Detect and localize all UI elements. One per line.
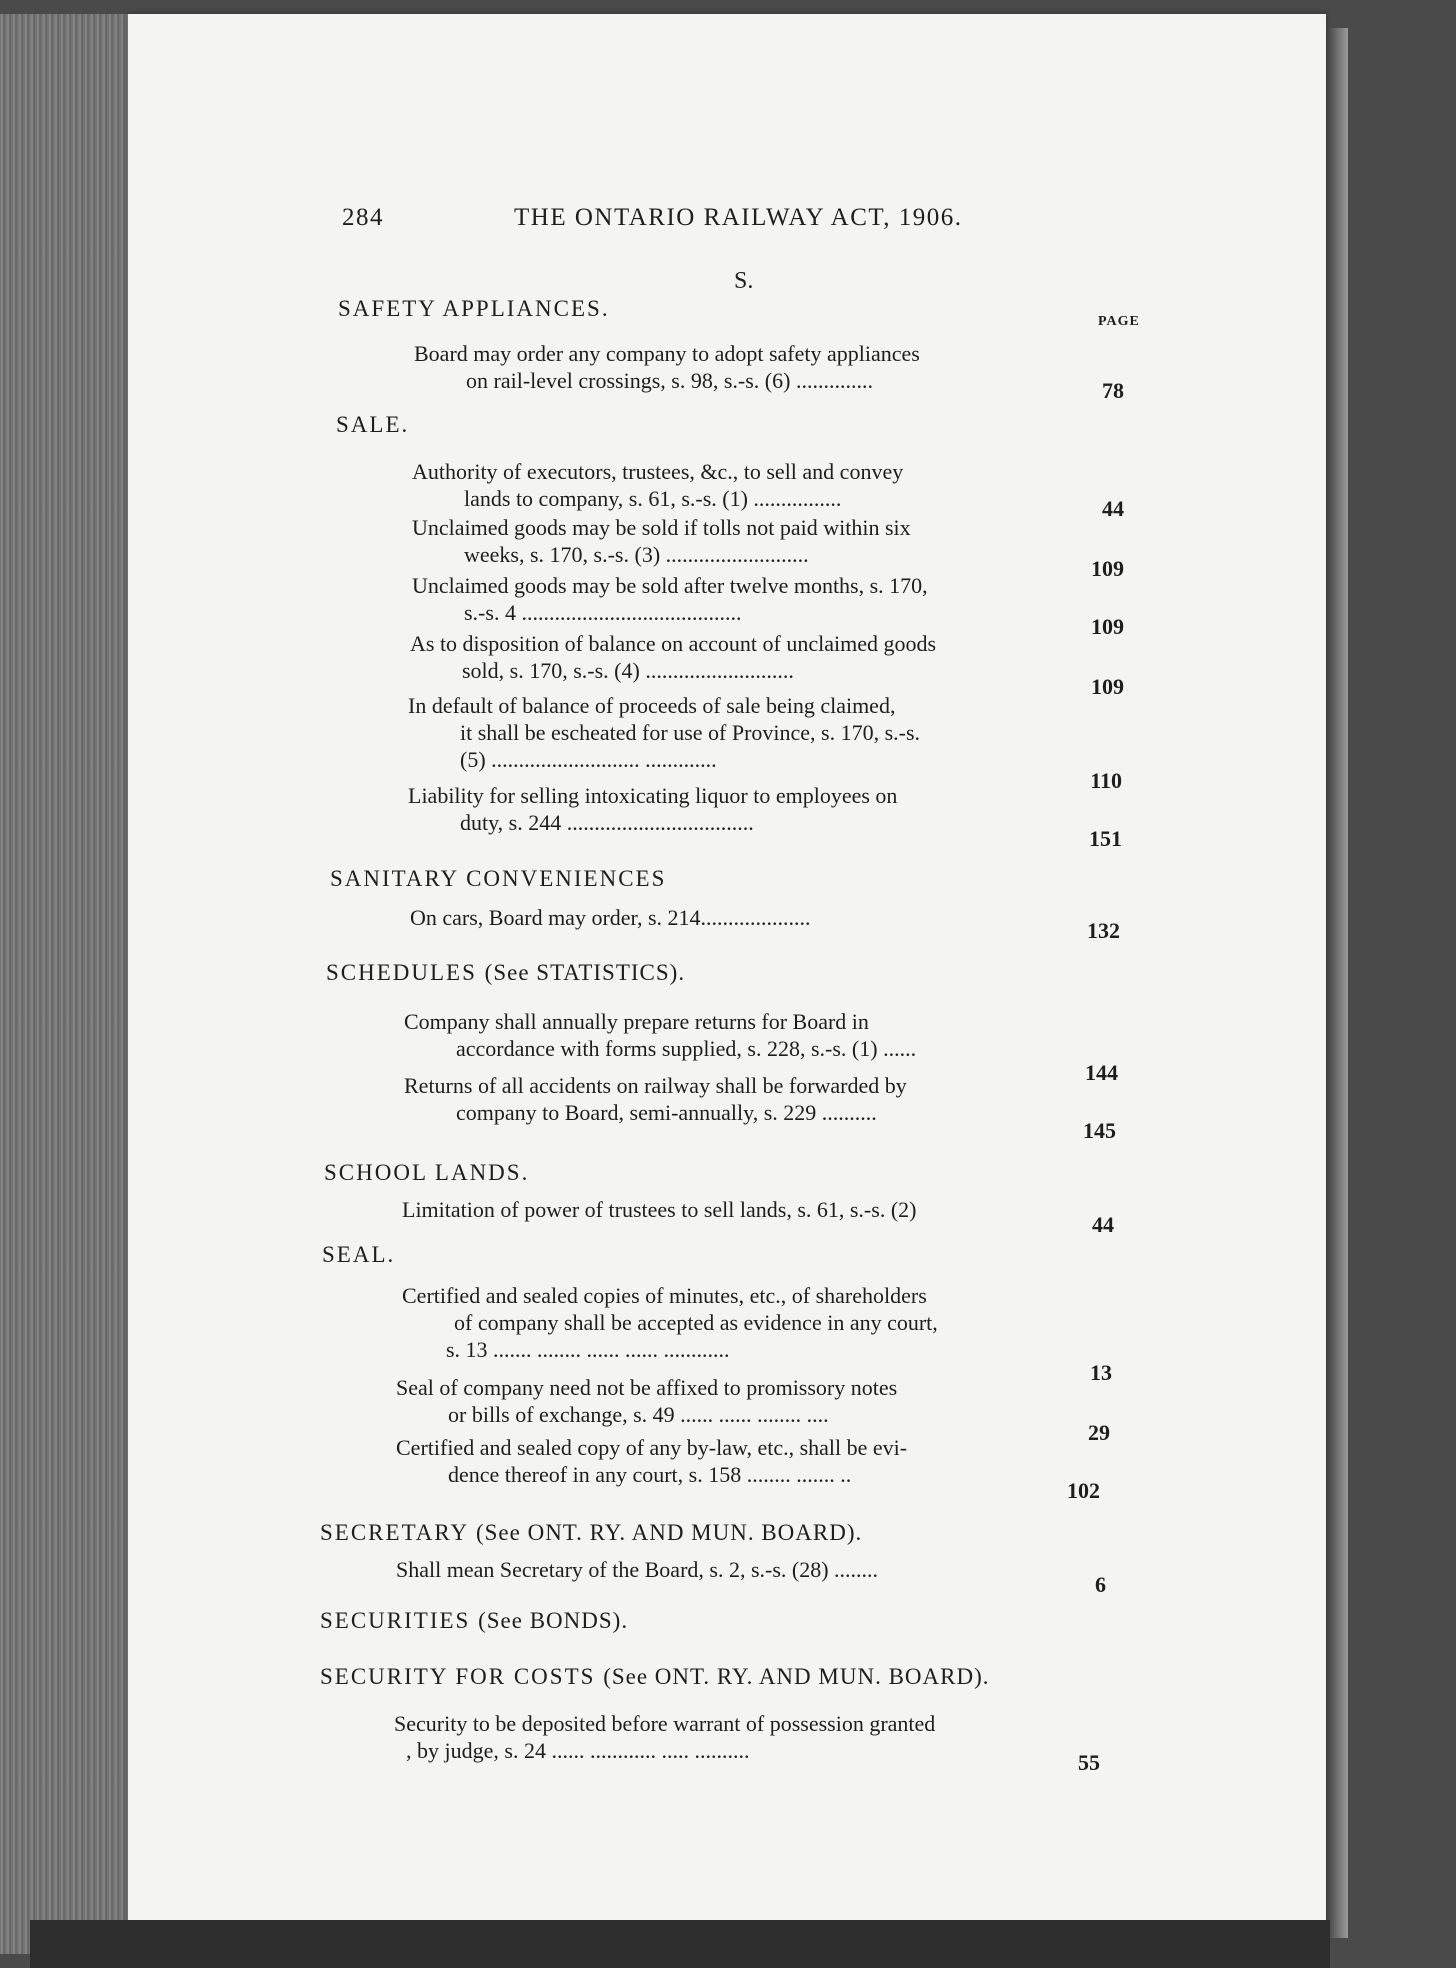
index-heading: SCHEDULES (See STATISTICS).	[326, 960, 686, 985]
page-reference: 145	[1083, 1118, 1116, 1143]
page-reference: 109	[1091, 674, 1124, 699]
page-reference: 110	[1090, 768, 1122, 793]
index-entry: Certified and sealed copy of any by-law, etc., shall be evi- dence thereof in any court, s. 158 ........ ....... ..	[396, 1435, 908, 1487]
page-number: 284	[342, 204, 384, 231]
index-heading: SCHOOL LANDS.	[324, 1160, 530, 1185]
book-right-page-edge	[1326, 28, 1348, 1938]
book-left-page-edge	[0, 14, 140, 1954]
index-heading: SECURITIES (See BONDS).	[320, 1608, 629, 1633]
index-entry: As to disposition of balance on account of unclaimed goods sold, s. 170, s.-s. (4) ...........................	[410, 631, 937, 683]
page-reference: 144	[1085, 1060, 1118, 1085]
running-title: THE ONTARIO RAILWAY ACT, 1906.	[514, 204, 963, 231]
index-heading: SAFETY APPLIANCES.	[338, 296, 610, 321]
section-letter: S.	[734, 268, 754, 294]
index-entry: Liability for selling intoxicating liquor to employees on duty, s. 244 ..................................	[408, 783, 898, 835]
index-entry: Unclaimed goods may be sold after twelve months, s. 170, s.-s. 4 ........................................	[412, 573, 928, 625]
book-page	[128, 14, 1326, 1934]
page-reference: 55	[1078, 1750, 1100, 1775]
page-reference: 29	[1088, 1420, 1110, 1445]
index-heading: SALE.	[336, 412, 410, 437]
page-reference: 109	[1091, 614, 1124, 639]
page-reference: 132	[1087, 918, 1120, 943]
index-heading: SECRETARY (See ONT. RY. AND MUN. BOARD).	[320, 1520, 863, 1545]
page-column-label: PAGE	[1098, 314, 1140, 329]
page-reference: 78	[1102, 378, 1124, 403]
index-entry: Returns of all accidents on railway shall be forwarded by company to Board, semi-annually, s. 229 ..........	[404, 1073, 907, 1125]
index-entry: Limitation of power of trustees to sell lands, s. 61, s.-s. (2)	[402, 1197, 917, 1222]
index-entry: Unclaimed goods may be sold if tolls not paid within six weeks, s. 170, s.-s. (3) ..........................	[412, 515, 911, 567]
index-heading: SANITARY CONVENIENCES	[330, 866, 667, 891]
page-reference: 44	[1092, 1212, 1114, 1237]
index-entry: Company shall annually prepare returns for Board in accordance with forms supplied, s. 228, s.-s. (1) ......	[404, 1009, 917, 1061]
index-entry: Shall mean Secretary of the Board, s. 2, s.-s. (28) ........	[396, 1557, 879, 1582]
book-bottom-shadow	[30, 1920, 1330, 1968]
index-entry: In default of balance of proceeds of sale being claimed, it shall be escheated for use of Province, s. 170, s.-s. (5) ........................... .............	[408, 693, 921, 772]
index-entry: Seal of company need not be affixed to promissory notes or bills of exchange, s. 49 ...... ...... ........ ....	[396, 1375, 898, 1427]
page-reference: 109	[1091, 556, 1124, 581]
page-reference: 6	[1095, 1572, 1106, 1597]
page-reference: 102	[1067, 1478, 1100, 1503]
index-heading: SEAL.	[322, 1242, 396, 1267]
page-reference: 44	[1102, 496, 1124, 521]
index-entry: Board may order any company to adopt safety appliances on rail-level crossings, s. 98, s.-s. (6) ..............	[414, 341, 920, 393]
page-reference: 13	[1090, 1360, 1112, 1385]
index-entry: Security to be deposited before warrant of possession granted , by judge, s. 24 ...... ............ ..... ..........	[394, 1711, 936, 1763]
page-reference: 151	[1089, 826, 1122, 851]
index-entry: Certified and sealed copies of minutes, etc., of shareholders of company shall be accepted as evidence in any court, s. 13 ....... ........ ...... ...... ............	[402, 1283, 938, 1362]
index-entry: Authority of executors, trustees, &c., to sell and convey lands to company, s. 61, s.-s. (1) ................	[412, 459, 904, 511]
index-heading: SECURITY FOR COSTS (See ONT. RY. AND MUN. BOARD).	[320, 1664, 990, 1689]
index-entry: On cars, Board may order, s. 214....................	[410, 905, 811, 930]
